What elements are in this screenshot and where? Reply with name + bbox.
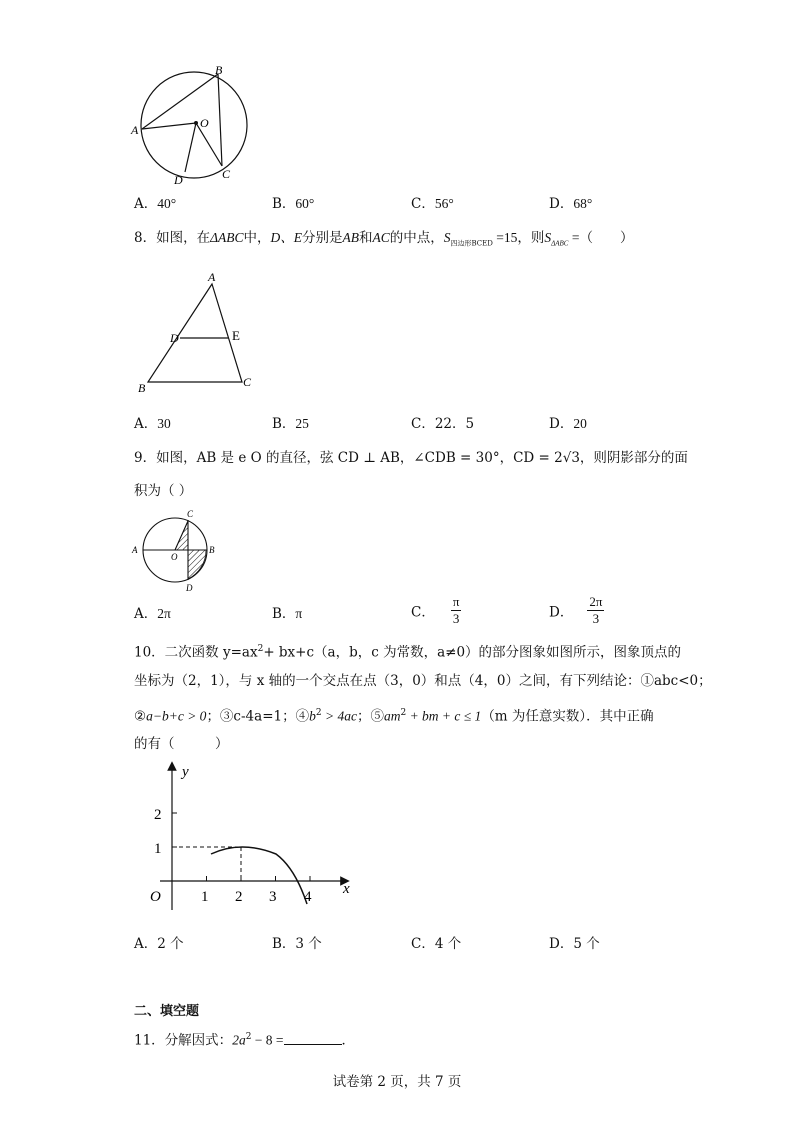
q8-option-b[interactable]: B．25 (272, 416, 309, 432)
q10-parabola-curve (211, 847, 307, 904)
q7-option-b[interactable]: B．60° (272, 196, 315, 212)
q7-chord-BC (218, 74, 222, 166)
q7-option-a[interactable]: A．40° (134, 196, 177, 212)
q9-option-b[interactable]: B．π (272, 606, 303, 622)
q7-label-O: O (200, 116, 209, 130)
q9-label-O: O (171, 552, 178, 562)
q10-option-b[interactable]: B．3 个 (272, 936, 322, 952)
q7-label-A: A (131, 123, 139, 137)
q7-circle (141, 72, 247, 178)
q8-option-c[interactable]: C．22．5 (411, 416, 475, 432)
q10-stem-line1: 10．二次函数 $y=ax^2+ bx+c(a$，b，c 为常数，a≠0）的部分图象如图所示，图象顶点的 (134, 644, 682, 661)
q10-y-axis-label: y (182, 764, 189, 780)
q9-label-B: B (209, 545, 215, 555)
q9-option-d[interactable]: D． $\frac{2\pi}{3}$ (549, 594, 603, 626)
q9-circle-figure (130, 506, 220, 592)
q8-label-B: B (138, 381, 146, 395)
q7-radius-OA (142, 123, 196, 129)
q8-triangle (148, 284, 242, 382)
q9-label-D: D (186, 583, 193, 592)
q10-x-tick-label-2: 2 (235, 889, 243, 905)
q10-option-c[interactable]: C．4 个 (411, 936, 462, 952)
q10-x-tick-label-4: 4 (304, 889, 312, 905)
q7-label-B: B (215, 63, 223, 77)
q8-label-D: D (170, 331, 179, 345)
q10-origin-label: O (150, 889, 161, 905)
q8-option-a[interactable]: A．30 (134, 416, 171, 432)
q10-stem-line4: 的有（ ） (134, 736, 229, 752)
section-title-fill-in: 二、填空题 (134, 1004, 200, 1019)
q7-chord-OD (185, 123, 196, 172)
q7-circle-figure (130, 62, 255, 187)
q9-stem-line2: 积为（ ） (134, 483, 193, 499)
q9-label-C: C (187, 509, 194, 519)
q10-stem-line3: ②a−b+c > 0；③c-4a=1；$④b^2 > 4ac$；$⑤am^2$ + bm + c ≤ 1（m 为任意实数）．其中正确 (134, 708, 654, 725)
q10-option-d[interactable]: D．5 个 (549, 936, 600, 952)
q8-option-d[interactable]: D．20 (549, 416, 587, 432)
q9-option-a[interactable]: A．2π (134, 606, 171, 622)
q8-label-C: C (243, 375, 252, 389)
q8-triangle-figure (136, 268, 266, 398)
q7-option-d[interactable]: D．68° (549, 196, 593, 212)
q8-label-A: A (208, 270, 216, 284)
q9-label-A: A (132, 545, 138, 555)
q10-x-tick-label-3: 3 (269, 889, 277, 905)
q8-label-E: E (232, 328, 240, 343)
q10-stem-line2: 坐标为（2，1），与 x 轴的一个交点在点（3，0）和点（4，0）之间，有下列结论：①abc<0； (134, 673, 712, 689)
q9-option-c[interactable]: C． $\frac{\pi}{3}$ (411, 594, 460, 626)
q11-answer-blank[interactable] (284, 1032, 342, 1045)
q10-y-tick-label-2: 2 (154, 807, 162, 823)
q9-stem-line1: 9．如图，AB 是 e O 的直径，弦 CD ⊥ AB，∠CDB = 30°，CD = 2√3，则阴影部分的面 (134, 450, 688, 466)
q10-y-tick-label-1: 1 (154, 841, 162, 857)
q10-option-a[interactable]: A．2 个 (134, 936, 184, 952)
q7-label-D: D (174, 173, 183, 187)
q10-parabola-graph (140, 758, 370, 918)
q7-label-C: C (222, 167, 231, 181)
q8-stem: 8．如图，在ΔABC中，D、E分别是AB和AC的中点，$S_{四边形BCED} =15$，则$S_{\Delta ABC}$ =（ ） (134, 230, 634, 248)
page-footer: 试卷第 2 页，共 7 页 (332, 1074, 462, 1090)
q7-center-dot (194, 121, 198, 125)
q7-option-c[interactable]: C．56° (411, 196, 454, 212)
q10-x-axis-label: x (343, 881, 350, 897)
q10-x-tick-label-1: 1 (201, 889, 209, 905)
q11-stem: 11．分解因式：$2a^2 - 8$ = ． (134, 1032, 356, 1049)
